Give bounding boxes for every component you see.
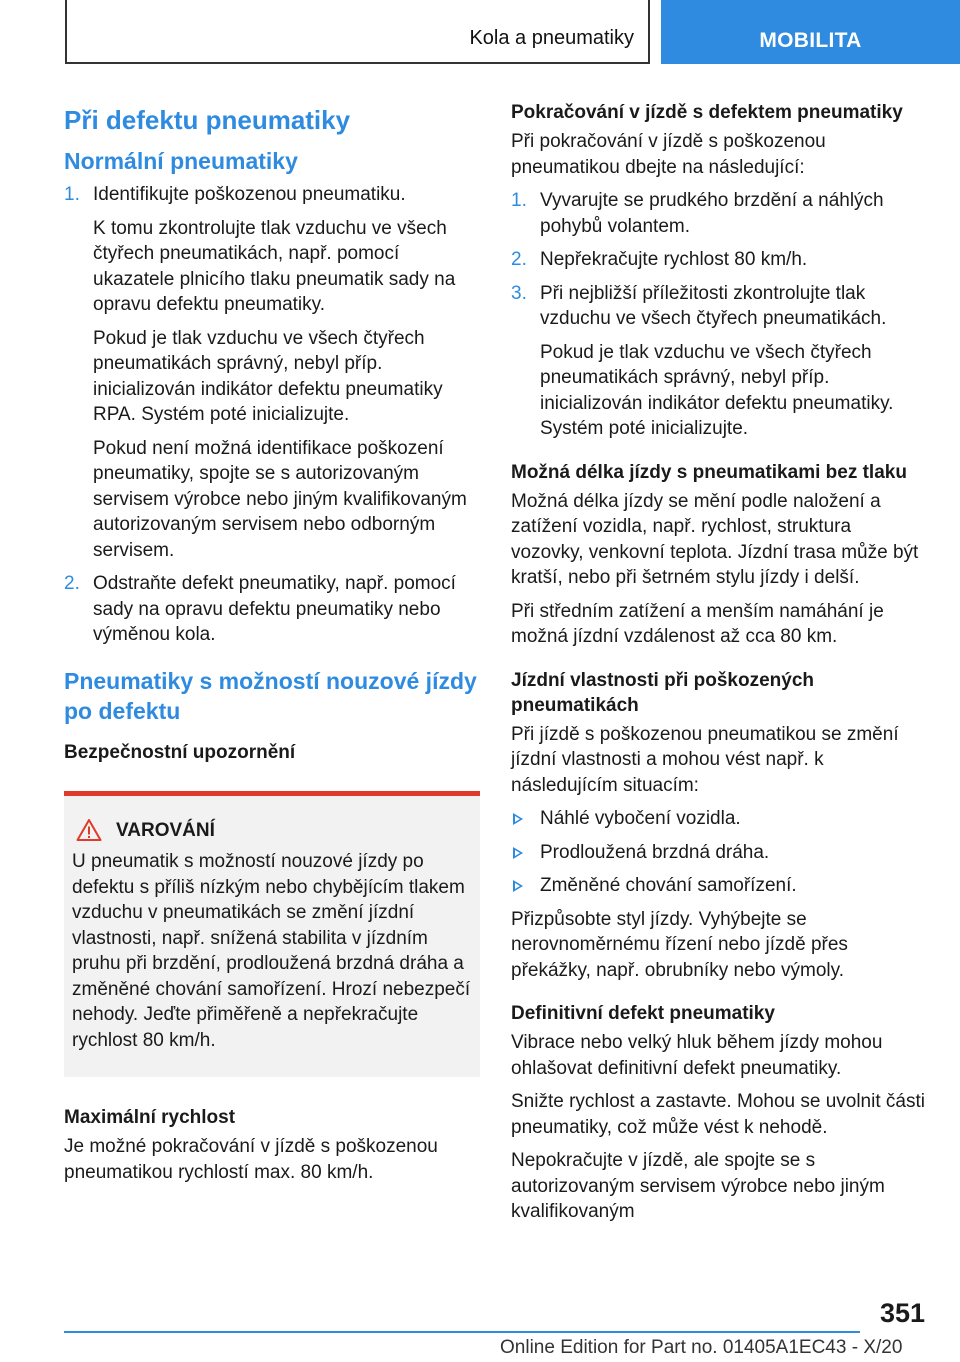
header-chapter-tab: MOBILITA: [661, 0, 960, 64]
footer-divider: [64, 1331, 860, 1333]
bullet-text: Prodloužená brzdná dráha.: [540, 841, 770, 863]
step-number: 1.: [64, 184, 80, 205]
range-text: Možná délka jízdy se mění podle naložení a zatížení vozidla, např. rychlost, struktura vozovky, venkovní teplota. Jízdní trasa může být kratší, nebo při šetrném stylu jízdy i delší.: [511, 490, 919, 588]
handling-heading: Jízdní vlastnosti při poškozených pneumatikách: [511, 669, 815, 716]
runflat-heading: Pneumatiky s možností nouzové jízdy po defektu: [64, 667, 477, 724]
definitive-text: Nepokračujte v jízdě, ale spojte se s autorizovaným servisem výrobce nebo jiným kvalifikovaným: [511, 1150, 885, 1222]
warning-text: U pneumatik s možností nouzové jízdy po defektu s příliš nízkým nebo chybějícím tlakem vzduchu v pneumatikách se změní jízdní vlastnosti, např. snížená stabilita v jízdním pruhu při brzdění, prodloužená brzdná dráha a změněné chování samořízení. Hrozí nebezpečí nehody. Jeďte přiměřeně a nepřekračujte rychlost 80 km/h.: [72, 851, 471, 1051]
continue-heading: Pokračování v jízdě s defektem pneumatiky: [511, 102, 903, 123]
bullet-text: Změněné chování samořízení.: [540, 875, 797, 896]
range-text: Při středním zatížení a menším namáhání je možná jízdní vzdálenost až cca 80 km.: [511, 600, 884, 647]
continue-steps-list: [511, 188, 926, 442]
continue-intro: Při pokračování v jízdě s poškozenou pneumatikou dbejte na následující:: [511, 131, 826, 178]
step-text: Vyvarujte se prudkého brzdění a náhlých pohybů volantem.: [540, 190, 884, 237]
warning-title: [76, 818, 472, 844]
right-column: [511, 100, 926, 1233]
warning-box: [64, 791, 480, 1078]
bullet-text: Náhlé vybočení vozidla.: [540, 808, 741, 829]
list-item: [64, 182, 480, 563]
left-column: [64, 100, 480, 1193]
handling-intro: Při jízdě s poškozenou pneumatikou se změní jízdní vlastnosti a mohou vést např. k následujícím situacím:: [511, 723, 899, 796]
handling-list: [511, 806, 926, 899]
list-item: [64, 571, 480, 648]
page-header: [0, 0, 960, 66]
list-item: [511, 247, 926, 273]
header-section-title: Kola a pneumatiky: [469, 27, 634, 49]
footer-edition: Online Edition for Part no. 01405A1EC43 - X/20: [500, 1337, 903, 1358]
step-text: Nepřekračujte rychlost 80 km/h.: [540, 249, 808, 270]
step-number: 2.: [511, 249, 527, 270]
list-item: [511, 806, 926, 832]
max-speed-text: Je možné pokračování v jízdě s poškozenou pneumatikou rychlostí max. 80 km/h.: [64, 1136, 438, 1183]
list-item: [511, 281, 926, 442]
step-number: 1.: [511, 190, 527, 211]
step-text: Pokud je tlak vzduchu ve všech čtyřech pneumatikách správný, nebyl příp. inicializován indikátor defektu pneumatiky. Systém poté inicializujte.: [540, 341, 894, 439]
definitive-text: Snižte rychlost a zastavte. Mohou se uvolnit části pneumatiky, což může vést k nehodě.: [511, 1091, 925, 1138]
step-text: Pokud není možná identifikace poškození pneumatiky, spojte se s autorizovaným servisem výrobce nebo jiným kvalifikovaným autorizovaným servisem nebo odborným servisem.: [93, 437, 467, 561]
range-heading: Možná délka jízdy s pneumatikami bez tlaku: [511, 461, 907, 483]
list-item: [511, 840, 926, 866]
warning-label: VAROVÁNÍ: [116, 819, 215, 841]
warning-triangle-icon: [76, 818, 102, 842]
list-item: [511, 188, 926, 239]
safety-heading: Bezpečnostní upozornění: [64, 741, 296, 763]
header-section-box: [65, 0, 650, 64]
step-text: K tomu zkontrolujte tlak vzduchu ve všech čtyřech pneumatikách, např. pomocí ukazatele plnicího tlaku pneumatik sady na opravu defektu pneumatiky.: [93, 217, 456, 315]
step-text: Při nejbližší příležitosti zkontrolujte tlak vzduchu ve všech čtyřech pneumatikách.: [540, 282, 887, 329]
definitive-heading: Definitivní defekt pneumatiky: [511, 1003, 775, 1024]
page-number: 351: [880, 1298, 926, 1328]
step-number: 2.: [64, 573, 80, 594]
step-text: Odstraňte defekt pneumatiky, např. pomocí sady na opravu defektu pneumatiky nebo výměnou kola.: [93, 573, 456, 645]
list-item: [511, 873, 926, 899]
step-number: 3.: [511, 282, 527, 304]
definitive-text: Vibrace nebo velký hluk během jízdy mohou ohlašovat definitivní defekt pneumatiky.: [511, 1032, 883, 1079]
step-text: Pokud je tlak vzduchu ve všech čtyřech pneumatikách správný, nebyl příp. inicializován indikátor defektu pneumatiky RPA. Systém poté inicializujte.: [93, 327, 443, 425]
normal-tires-heading: Normální pneumatiky: [64, 148, 298, 174]
page-title: Při defektu pneumatiky: [64, 105, 351, 135]
step-text: Identifikujte poškozenou pneumatiku.: [93, 184, 406, 205]
bullet-triangle-icon: [513, 813, 523, 825]
bullet-triangle-icon: [513, 847, 523, 859]
normal-steps-list: [64, 182, 480, 648]
max-speed-heading: Maximální rychlost: [64, 1107, 236, 1128]
bullet-triangle-icon: [513, 880, 523, 892]
handling-outro: Přizpůsobte styl jízdy. Vyhýbejte se nerovnoměrnému řízení nebo jízdě přes překážky, např. obrubníky nebo výmoly.: [511, 908, 848, 981]
